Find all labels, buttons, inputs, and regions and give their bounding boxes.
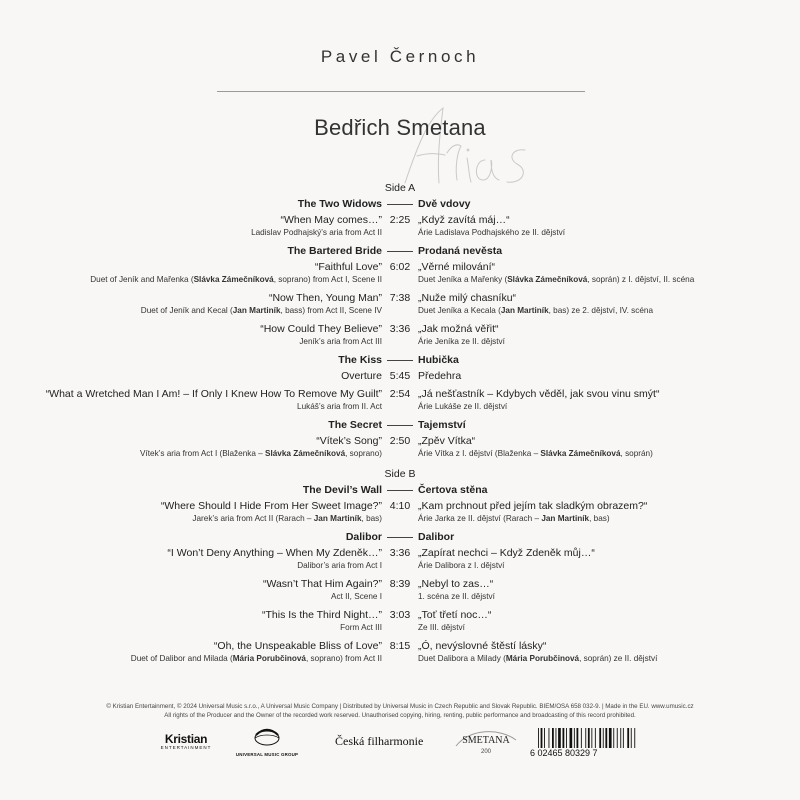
track-title-cz: „Nuže milý chasníku“ [418, 292, 517, 304]
track-title-cz: „Zapírat nechci – Když Zdeněk můj…“ [418, 547, 595, 559]
barcode-bar [544, 728, 545, 748]
track-description [0, 449, 800, 460]
track-desc-en: Act II, Scene I [331, 592, 382, 601]
kristian-logo-text: Kristian [164, 732, 208, 746]
track-description [0, 592, 800, 603]
track-row [0, 500, 800, 514]
opera-title-en: The Devil’s Wall [302, 484, 382, 496]
barcode-bar [617, 728, 618, 748]
barcode-bar [609, 728, 612, 748]
track-title-en: “This Is the Third Night…” [261, 609, 382, 621]
barcode-bar [595, 728, 596, 748]
barcode-bar [541, 728, 543, 748]
barcode-bar [566, 728, 567, 748]
track-description [0, 654, 800, 665]
track-desc-en: Ladislav Podhajský’s aria from Act II [251, 228, 382, 237]
composer-title: Bedřich Smetana [314, 115, 486, 140]
track-desc-en: Jeník’s aria from Act III [299, 337, 382, 346]
track-title-en: “How Could They Believe” [260, 323, 382, 335]
barcode-bar [627, 728, 629, 748]
track-desc-cz: Árie Dalibora z I. dějství [418, 561, 505, 570]
track-row [0, 609, 800, 623]
smetana-logo-text: SMETANA [462, 735, 510, 746]
barcode-bar [538, 728, 539, 748]
barcode [530, 728, 658, 758]
track-desc-cz: Árie Ladislava Podhajského ze II. dějství [418, 228, 566, 237]
track-title-cz: „Nebyl to zas…“ [418, 578, 494, 590]
track-title-cz: „Toť třetí noc…“ [418, 609, 492, 621]
umg-logo-text: UNIVERSAL MUSIC GROUP [235, 752, 299, 757]
opera-dash [387, 204, 413, 205]
track-description [0, 623, 800, 634]
track-title-en: “I Won’t Deny Anything – When My Zdeněk…” [167, 547, 382, 559]
track-description [0, 337, 800, 348]
track-title-en: “What a Wretched Man I Am! – If Only I Knew How To Remove My Guilt” [45, 388, 382, 400]
track-row [0, 547, 800, 561]
track-title-en: “Wasn’t That Him Again?” [262, 578, 382, 590]
track-desc-en: Form Act III [340, 623, 382, 632]
universal-music-group-logo [232, 726, 302, 757]
side-label: Side B [384, 468, 416, 480]
barcode-bar [558, 728, 561, 748]
track-duration: 4:10 [389, 500, 411, 512]
copyright-line: © Kristian Entertainment, © 2024 Universal Music s.r.o., A Universal Music Company | Distributed by Universal Music in Czech Republic and Slovak Republic. BIEM/OSA 658 032-9. | Made in the EU. www.umusic.cz [106, 703, 694, 710]
opera-header [0, 198, 800, 212]
track-title-cz: „Jak možná věřit“ [418, 323, 499, 335]
opera-title-cz: Prodaná nevěsta [418, 245, 503, 257]
track-desc-en: Duet of Dalibor and Milada (Mária Porubčinová, soprano) from Act II [130, 654, 382, 663]
track-desc-cz: Árie Jarka ze II. dějství (Rarach – Jan Martiník, bas) [418, 514, 610, 523]
track-title-en: “Where Should I Hide From Her Sweet Image?” [160, 500, 382, 512]
barcode-bar [620, 728, 621, 748]
barcode-bar [563, 728, 565, 748]
track-row [0, 261, 800, 275]
side-label: Side A [384, 182, 416, 194]
barcode-bars [530, 728, 658, 748]
opera-header [0, 245, 800, 259]
track-desc-cz: Duet Dalibora a Milady (Mária Porubčinová, soprán) ze II. dějství [418, 654, 658, 663]
track-desc-en: Duet of Jeník and Mařenka (Slávka Zámečníková, soprano) from Act I, Scene II [90, 275, 382, 284]
opera-title-en: The Secret [328, 419, 382, 431]
track-row [0, 292, 800, 306]
track-desc-cz: Árie Lukáše ze II. dějství [418, 402, 508, 411]
opera-title-cz: Dvě vdovy [418, 198, 471, 210]
track-title-cz: „Já nešťastník – Kdybych věděl, jak svou vinu smýt“ [418, 388, 660, 400]
track-title-cz: „Kam prchnout před jejím tak sladkým obrazem?“ [418, 500, 648, 512]
barcode-bar [556, 728, 557, 748]
track-duration: 3:36 [389, 323, 411, 335]
track-desc-en: Vítek’s aria from Act I (Blaženka – Slávka Zámečníková, soprano) [140, 449, 382, 458]
barcode-bar [613, 728, 614, 748]
barcode-bar [623, 728, 624, 748]
opera-header [0, 419, 800, 433]
opera-title-cz: Čertova stěna [418, 484, 488, 496]
barcode-bar [588, 728, 590, 748]
opera-dash [387, 425, 413, 426]
track-title-cz: „Ó, nevýslovné štěstí lásky“ [418, 640, 547, 652]
track-duration: 8:15 [389, 640, 411, 652]
opera-header [0, 354, 800, 368]
track-desc-en: Lukáš’s aria from II. Act [297, 402, 382, 411]
barcode-bar [549, 728, 550, 748]
track-description [0, 275, 800, 286]
track-title-en: “Vítek’s Song” [316, 435, 382, 447]
track-duration: 2:50 [389, 435, 411, 447]
track-desc-cz: Duet Jeníka a Kecala (Jan Martiník, bas) ze 2. dějství, IV. scéna [418, 306, 653, 315]
track-duration: 3:36 [389, 547, 411, 559]
track-row [0, 578, 800, 592]
track-row [0, 323, 800, 337]
track-description [0, 561, 800, 572]
track-row [0, 214, 800, 228]
barcode-bar [570, 728, 573, 748]
track-description [0, 514, 800, 525]
track-title-en: “Oh, the Unspeakable Bliss of Love” [213, 640, 382, 652]
ceska-filharmonie-logo: Česká filharmonie [335, 734, 424, 748]
track-desc-cz: 1. scéna ze II. dějství [418, 592, 495, 601]
track-desc-en: Duet of Jeník and Kecal (Jan Martiník, bass) from Act II, Scene IV [140, 306, 382, 315]
track-title-en: “Now Then, Young Man” [268, 292, 382, 304]
track-desc-cz: Árie Vítka z I. dějství (Blaženka – Slávka Zámečníková, soprán) [418, 449, 653, 458]
track-duration: 5:45 [389, 370, 411, 382]
opera-title-cz: Hubička [418, 354, 459, 366]
track-description [0, 402, 800, 413]
opera-header [0, 531, 800, 545]
barcode-bar [599, 728, 601, 748]
opera-dash [387, 537, 413, 538]
opera-header [0, 484, 800, 498]
opera-title-en: The Kiss [338, 354, 382, 366]
track-duration: 3:03 [389, 609, 411, 621]
track-desc-cz: Duet Jeníka a Mařenky (Slávka Zámečníková, soprán) z I. dějství, II. scéna [418, 275, 695, 284]
track-title-cz: „Zpěv Vítka“ [418, 435, 476, 447]
track-duration: 7:38 [389, 292, 411, 304]
barcode-bar [605, 728, 607, 748]
track-description [0, 228, 800, 239]
barcode-bar [634, 728, 635, 748]
artist-name: Pavel Černoch [320, 47, 480, 66]
track-title-en: Overture [341, 370, 382, 382]
barcode-bar [631, 728, 632, 748]
barcode-bar [591, 728, 592, 748]
track-row [0, 388, 800, 402]
barcode-bar [574, 728, 575, 748]
barcode-digits: 6 02465 80329 7 [530, 748, 598, 758]
track-desc-cz: Ze III. dějství [418, 623, 465, 632]
opera-dash [387, 490, 413, 491]
track-row [0, 640, 800, 654]
track-description [0, 306, 800, 317]
opera-dash [387, 251, 413, 252]
track-title-cz: „Věrné milování“ [418, 261, 496, 273]
barcode-bar [581, 728, 582, 748]
smetana-200-logo [450, 726, 522, 756]
smetana-logo-number: 200 [480, 749, 492, 755]
rights-line: All rights of the Producer and the Owner of the recorded work reserved. Unauthorised copying, hiring, renting, public performance and broadcasting of this record prohibited. [164, 712, 636, 719]
opera-title-en: The Bartered Bride [287, 245, 382, 257]
barcode-bar [577, 728, 579, 748]
opera-title-en: Dalibor [345, 531, 382, 543]
track-title-cz: „Když zavítá máj…“ [418, 214, 510, 226]
track-title-en: “When May comes…” [280, 214, 382, 226]
barcode-bar [603, 728, 604, 748]
track-title-cz: Předehra [418, 370, 462, 382]
opera-title-cz: Tajemství [418, 419, 466, 431]
kristian-logo [160, 732, 212, 750]
track-title-en: “Faithful Love” [314, 261, 382, 273]
kristian-logo-sub: ENTERTAINMENT [160, 745, 212, 750]
opera-title-en: The Two Widows [297, 198, 382, 210]
track-duration: 2:25 [389, 214, 411, 226]
opera-title-cz: Dalibor [418, 531, 455, 543]
track-row [0, 435, 800, 449]
opera-dash [387, 360, 413, 361]
track-desc-cz: Árie Jeníka ze II. dějství [418, 337, 505, 346]
track-row [0, 370, 800, 384]
track-duration: 8:39 [389, 578, 411, 590]
track-desc-en: Jarek’s aria from Act II (Rarach – Jan Martiník, bas) [192, 514, 382, 523]
track-duration: 2:54 [389, 388, 411, 400]
barcode-bar [552, 728, 554, 748]
universal-globe-icon [247, 726, 287, 746]
barcode-bar [585, 728, 586, 748]
track-duration: 6:02 [389, 261, 411, 273]
track-desc-en: Dalibor’s aria from Act I [297, 561, 382, 570]
